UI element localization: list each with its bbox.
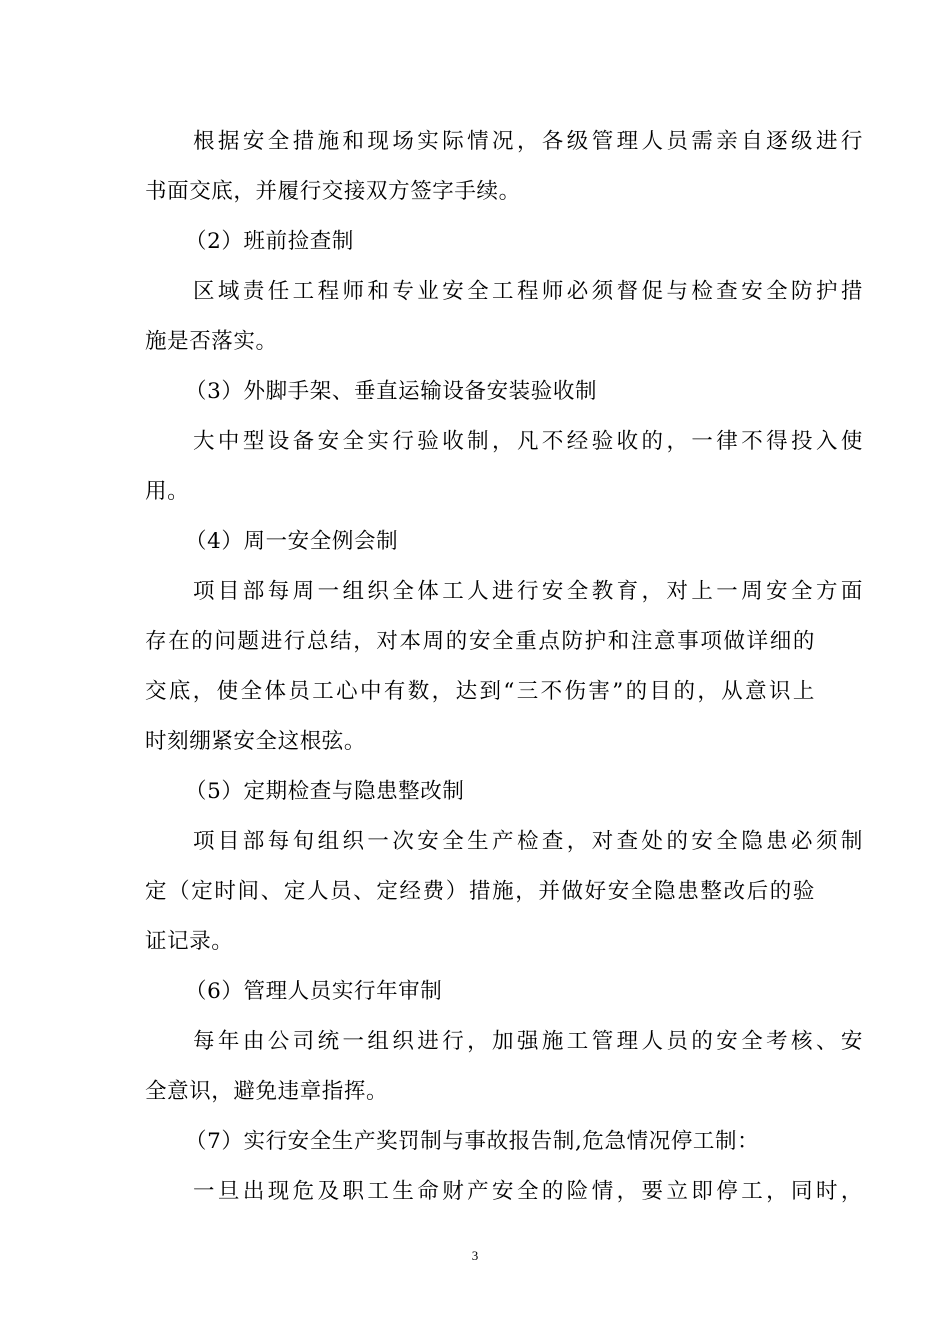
paragraph-line-11: 项目部每旬组织一次安全生产检查，对查处的安全隐患必须制 [193, 829, 863, 854]
paragraph-line-6: 用。 [145, 479, 190, 504]
paragraph-line-15: 全意识，避免违章指挥。 [145, 1079, 389, 1104]
section-heading-4: （4）周一安全例会制 [185, 529, 399, 554]
section-heading-3: （3）外脚手架、垂直运输设备安装验收制 [185, 379, 598, 404]
paragraph-line-13: 证记录。 [145, 929, 234, 954]
section-heading-6: （6）管理人员实行年审制 [185, 979, 443, 1004]
section-heading-5: （5）定期检查与隐患整改制 [185, 779, 465, 804]
page-number: 3 [471, 1248, 479, 1263]
paragraph-line-5: 大中型设备安全实行验收制，凡不经验收的，一律不得投入使 [193, 429, 863, 454]
paragraph-line-10: 时刻绷紧安全这根弦。 [145, 729, 367, 754]
paragraph-line-8: 存在的问题进行总结，对本周的安全重点防护和注意事项做详细的 [145, 629, 815, 654]
section-heading-7: （7）实行安全生产奖罚制与事故报告制,危急情况停工制： [185, 1129, 760, 1154]
paragraph-line-9: 交底，使全体员工心中有数，达到“三不伤害”的目的，从意识上 [145, 679, 815, 704]
paragraph-line-3: 区域责任工程师和专业安全工程师必须督促与检查安全防护措 [193, 279, 863, 304]
paragraph-line-4: 施是否落实。 [145, 329, 278, 354]
paragraph-line-2: 书面交底，并履行交接双方签字手续。 [145, 179, 521, 204]
paragraph-line-12: 定（定时间、定人员、定经费）措施，并做好安全隐患整改后的验 [145, 879, 815, 904]
paragraph-line-14: 每年由公司统一组织进行，加强施工管理人员的安全考核、安 [193, 1029, 863, 1054]
paragraph-line-1: 根据安全措施和现场实际情况，各级管理人员需亲自逐级进行 [193, 129, 863, 154]
section-heading-2: （2）班前捡查制 [185, 229, 354, 254]
paragraph-line-7: 项目部每周一组织全体工人进行安全教育，对上一周安全方面 [193, 579, 863, 604]
paragraph-line-16: 一旦出现危及职工生命财产安全的险情，要立即停工，同时， [193, 1179, 863, 1204]
